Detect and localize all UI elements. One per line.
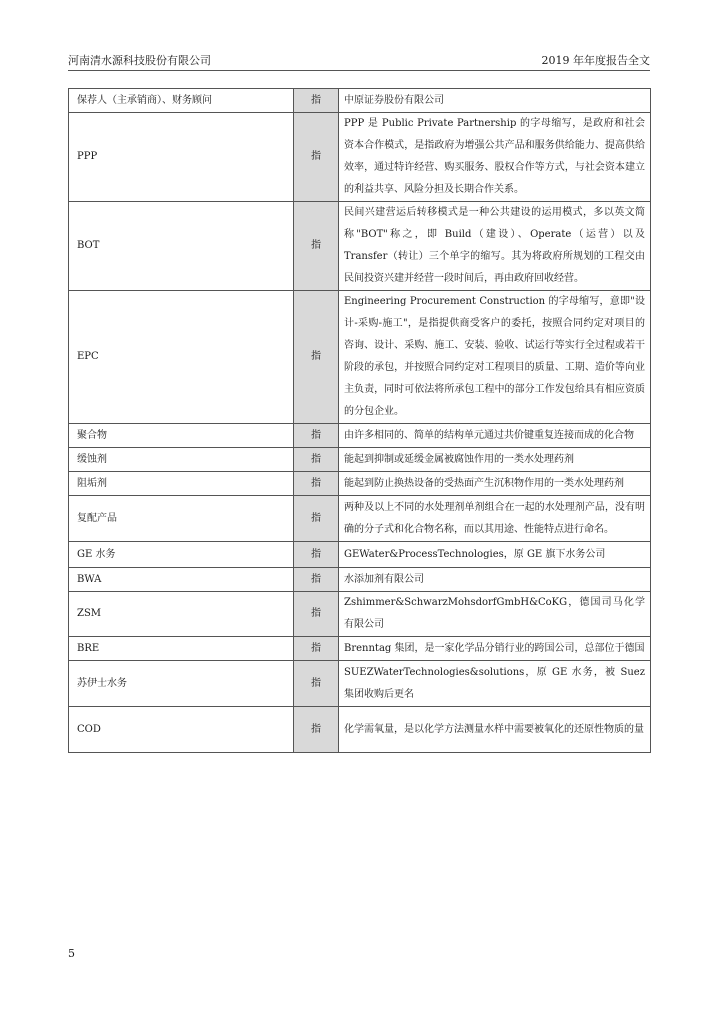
ref-cell: 指	[294, 637, 339, 661]
table-row	[69, 291, 651, 424]
table-row	[69, 448, 651, 472]
ref-cell: 指	[294, 113, 339, 202]
page-number: 5	[68, 947, 75, 960]
table-row	[69, 496, 651, 542]
ref-cell: 指	[294, 448, 339, 472]
ref-cell: 指	[294, 496, 339, 542]
ref-cell: 指	[294, 661, 339, 707]
table-row	[69, 472, 651, 496]
table-row	[69, 89, 651, 113]
company-name: 河南清水源科技股份有限公司	[68, 54, 211, 67]
definition-cell: 两种及以上不同的水处理剂单剂组合在一起的水处理剂产品，没有明确的分子式和化合物名称，而以其用途、性能特点进行命名。	[339, 496, 651, 542]
table-row	[69, 568, 651, 592]
ref-cell: 指	[294, 707, 339, 753]
definition-cell: 化学需氧量，是以化学方法测量水样中需要被氧化的还原性物质的量	[339, 707, 651, 753]
term-cell: 苏伊士水务	[69, 661, 294, 707]
table-row	[69, 113, 651, 202]
page-header	[68, 50, 650, 71]
table-row	[69, 542, 651, 568]
term-cell: PPP	[69, 113, 294, 202]
ref-cell: 指	[294, 568, 339, 592]
term-cell: BRE	[69, 637, 294, 661]
definition-cell: 中原证券股份有限公司	[339, 89, 651, 113]
ref-cell: 指	[294, 89, 339, 113]
ref-cell: 指	[294, 592, 339, 637]
definition-cell: GEWater&ProcessTechnologies，原 GE 旗下水务公司	[339, 542, 651, 568]
ref-cell: 指	[294, 291, 339, 424]
term-cell: GE 水务	[69, 542, 294, 568]
definition-cell: Brenntag 集团，是一家化学品分销行业的跨国公司，总部位于德国	[339, 637, 651, 661]
definition-cell: 能起到抑制或延缓金属被腐蚀作用的一类水处理药剂	[339, 448, 651, 472]
definition-cell: Zshimmer&SchwarzMohsdorfGmbH&CoKG，德国司马化学有限公司	[339, 592, 651, 637]
term-cell: 缓蚀剂	[69, 448, 294, 472]
table-row	[69, 707, 651, 753]
term-cell: 保荐人（主承销商）、财务顾问	[69, 89, 294, 113]
term-cell: BWA	[69, 568, 294, 592]
definition-cell: 民间兴建营运后转移模式是一种公共建设的运用模式，多以英文简称"BOT"称之，即 Build（建设）、Operate（运营）以及 Transfer（转让）三个单字的缩写。其为将政府所规划的工程交由民间投资兴建并经营一段时间后，再由政府回收经营。	[339, 202, 651, 291]
definition-cell: SUEZWaterTechnologies&solutions，原 GE 水务，被 Suez 集团收购后更名	[339, 661, 651, 707]
table-row	[69, 592, 651, 637]
definition-cell: 由许多相同的、简单的结构单元通过共价键重复连接而成的化合物	[339, 424, 651, 448]
term-cell: COD	[69, 707, 294, 753]
ref-cell: 指	[294, 542, 339, 568]
definitions-table	[68, 88, 651, 753]
term-cell: BOT	[69, 202, 294, 291]
term-cell: 聚合物	[69, 424, 294, 448]
definition-cell: 水添加剂有限公司	[339, 568, 651, 592]
term-cell: 阻垢剂	[69, 472, 294, 496]
term-cell: ZSM	[69, 592, 294, 637]
table-row	[69, 661, 651, 707]
ref-cell: 指	[294, 472, 339, 496]
table-row	[69, 202, 651, 291]
term-cell: 复配产品	[69, 496, 294, 542]
ref-cell: 指	[294, 202, 339, 291]
definition-cell: PPP 是 Public Private Partnership 的字母缩写，是政府和社会资本合作模式，是指政府为增强公共产品和服务供给能力、提高供给效率，通过特许经营、购买服务、股权合作等方式，与社会资本建立的利益共享、风险分担及长期合作关系。	[339, 113, 651, 202]
report-title: 2019 年年度报告全文	[541, 54, 650, 67]
definition-cell: 能起到防止换热设备的受热面产生沉积物作用的一类水处理药剂	[339, 472, 651, 496]
ref-cell: 指	[294, 424, 339, 448]
term-cell: EPC	[69, 291, 294, 424]
table-row	[69, 637, 651, 661]
definition-cell: Engineering Procurement Construction 的字母缩写，意即"设计-采购-施工"，是指提供商受客户的委托，按照合同约定对项目的咨询、设计、采购、施工、安装、验收、试运行等实行全过程或若干阶段的承包，并按照合同约定对工程项目的质量、工期、造价等向业主负责，同时可依法将所承包工程中的部分工作发包给具有相应资质的分包企业。	[339, 291, 651, 424]
table-row	[69, 424, 651, 448]
